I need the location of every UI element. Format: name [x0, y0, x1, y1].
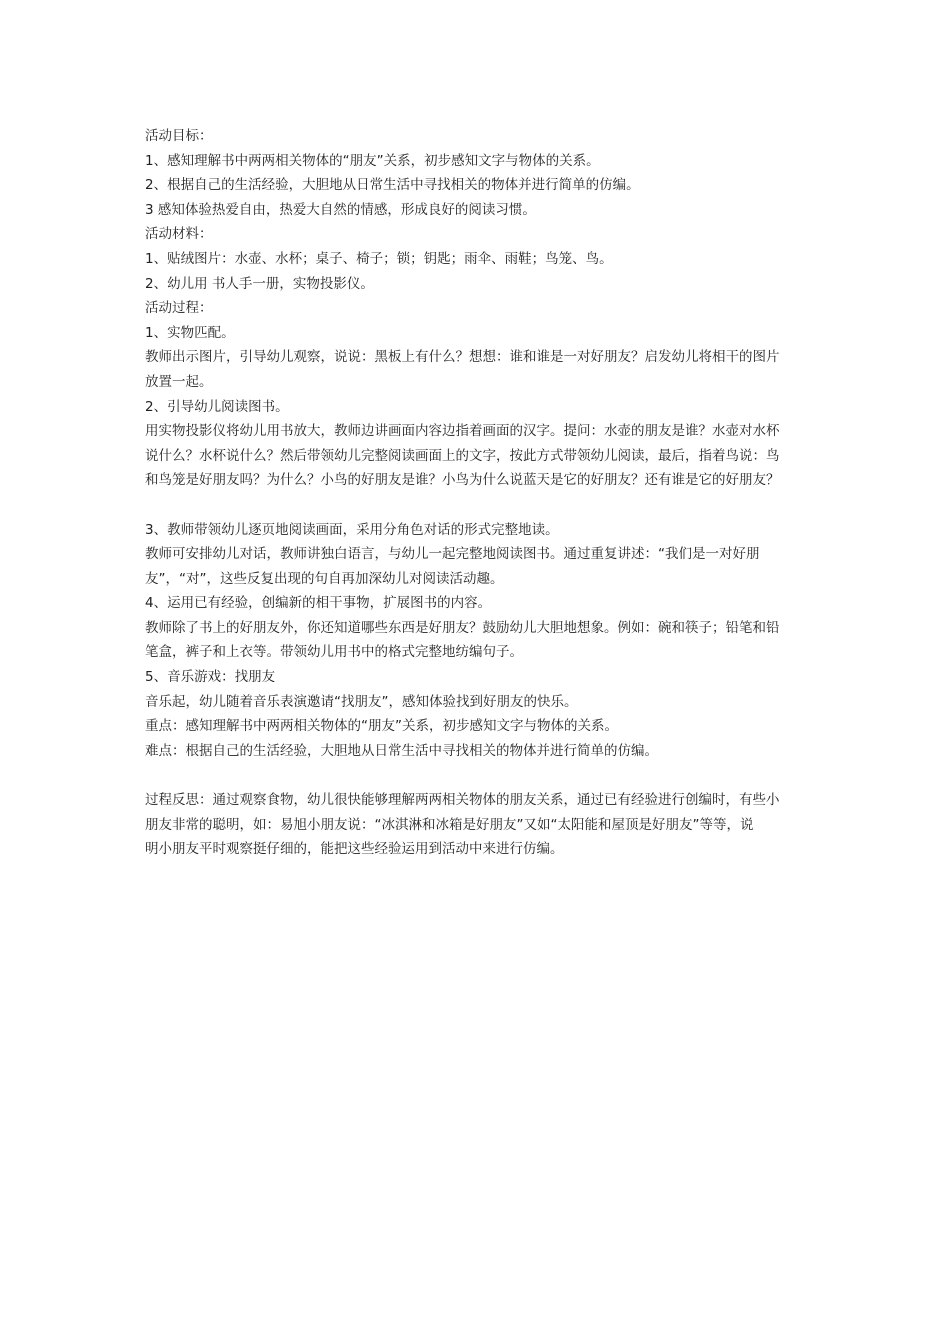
blank-line [145, 763, 815, 788]
blank-line [145, 493, 815, 518]
text-line: 5、音乐游戏：找朋友 [145, 669, 276, 686]
text-line: 3 感知体验热爱自由，热爱大自然的情感，形成良好的阅读习惯。 [145, 201, 536, 218]
text-line: 2、幼儿用 书人手一册，实物投影仪。 [145, 275, 374, 292]
text-line: 明小朋友平时观察挺仔细的，能把这些经验运用到活动中来进行仿编。 [145, 841, 564, 858]
text-line: 教师可安排幼儿对话，教师讲独白语言，与幼儿一起完整地阅读图书。通过重复讲述：“我们是一对好朋 [145, 546, 760, 563]
text-line: 2、引导幼儿阅读图书。 [145, 398, 289, 415]
text-line: 和鸟笼是好朋友吗？为什么？小鸟的好朋友是谁？小鸟为什么说蓝天是它的好朋友？还有谁是它的好朋友？ [145, 472, 780, 489]
text-line: 1、贴绒图片：水壶、水杯；桌子、椅子；锁；钥匙；雨伞、雨鞋；鸟笼、鸟。 [145, 250, 613, 267]
text-line: 难点：根据自己的生活经验，大胆地从日常生活中寻找相关的物体并进行简单的仿编。 [145, 742, 658, 759]
text-line: 音乐起，幼儿随着音乐表演邀请“找朋友”，感知体验找到好朋友的快乐。 [145, 693, 578, 710]
text-line: 笔盒，裤子和上衣等。带领幼儿用书中的格式完整地纺编句子。 [145, 644, 523, 661]
text-line: 1、感知理解书中两两相关物体的“朋友”关系，初步感知文字与物体的关系。 [145, 152, 600, 169]
text-line: 1、实物匹配。 [145, 324, 235, 341]
document-body [145, 124, 815, 862]
text-line: 活动过程： [145, 300, 213, 317]
text-line: 过程反思：通过观察食物，幼儿很快能够理解两两相关物体的朋友关系，通过已有经验进行创编时，有些小 [145, 792, 780, 809]
text-line: 说什么？水杯说什么？然后带领幼儿完整阅读画面上的文字，按此方式带领幼儿阅读，最后，指着鸟说：鸟 [145, 447, 780, 464]
text-line: 4、运用已有经验，创编新的相干事物，扩展图书的内容。 [145, 595, 492, 612]
text-line: 活动目标： [145, 128, 213, 144]
text-line: 用实物投影仪将幼儿用书放大，教师边讲画面内容边指着画面的汉字。提问：水壶的朋友是谁？水壶对水杯 [145, 423, 780, 440]
text-line: 朋友非常的聪明，如：易旭小朋友说：“冰淇淋和冰箱是好朋友”又如“太阳能和屋顶是好朋友”等等，说 [145, 816, 754, 833]
text-line: 放置一起。 [145, 373, 213, 390]
text-line: 教师出示图片，引导幼儿观察，说说：黑板上有什么？想想：谁和谁是一对好朋友？启发幼儿将相干的图片 [145, 349, 780, 366]
text-line: 教师除了书上的好朋友外，你还知道哪些东西是好朋友？鼓励幼儿大胆地想象。例如：碗和筷子；铅笔和铅 [145, 619, 780, 636]
text-line: 3、教师带领幼儿逐页地阅读画面，采用分角色对话的形式完整地读。 [145, 521, 559, 538]
text-line: 活动材料： [145, 226, 213, 243]
text-line: 2、根据自己的生活经验，大胆地从日常生活中寻找相关的物体并进行简单的仿编。 [145, 177, 640, 194]
text-line: 友”，“对”，这些反复出现的句自再加深幼儿对阅读活动趣。 [145, 570, 504, 587]
text-line: 重点：感知理解书中两两相关物体的“朋友”关系，初步感知文字与物体的关系。 [145, 718, 618, 735]
